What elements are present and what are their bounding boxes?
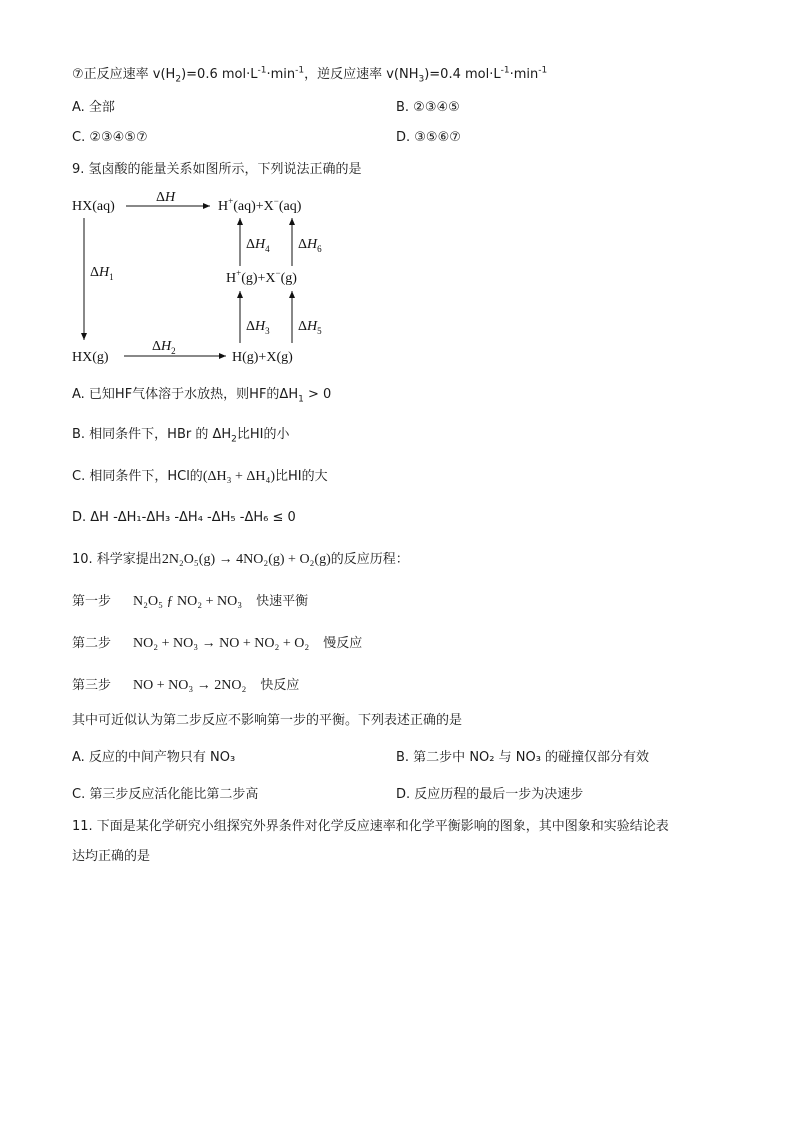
- q11-stem-line2: 达均正确的是: [72, 849, 151, 864]
- h-x-g-label: H(g)+X(g): [232, 350, 293, 365]
- q10-step2: 第二步 NO₂ + NO₃ → NO + NO₂ + O₂ 慢反应: [72, 636, 363, 651]
- dH-label: ΔH: [156, 190, 176, 205]
- h-x-aq-label: H+(aq)+X−(aq): [218, 196, 302, 214]
- dH4-label: $\Delta H_4$: [246, 237, 270, 254]
- item-7: ⑦正反应速率 $v(H_2)=0.6$ $mol\cdot L^{-1}\cdot\min^{-1}$，逆反应速率 $v(NH_3)=0.4$ $mol\cdot L^{-1}\cdot\min^{-1}$: [72, 65, 548, 85]
- dH2-label: $\Delta H_2$: [152, 339, 176, 356]
- q10-step1: 第一步 N₂O₅ ƒ NO₂ + NO₃ 快速平衡: [72, 594, 309, 609]
- q8-option-c: C. ②③④⑤⑦: [72, 130, 148, 145]
- q10-step3: 第三步 NO + NO₃ → 2NO₂ 快反应: [72, 678, 300, 693]
- item-7-marker: ⑦: [72, 67, 84, 82]
- q10-option-c: C. 第三步反应活化能比第二步高: [72, 787, 259, 802]
- dH1-label: $\Delta H_1$: [90, 265, 114, 282]
- q9-option-a: A. 已知HF气体溶于水放热，则HF的$\Delta H_1 > 0$: [72, 387, 332, 405]
- hx-aq-label: HX(aq): [72, 199, 115, 214]
- h-x-ions-g-label: H+(g)+X−(g): [226, 268, 297, 286]
- q11-stem-line1: 11. 下面是某化学研究小组探究外界条件对化学反应速率和化学平衡影响的图象，其中图象和实验结论表: [72, 819, 669, 834]
- q10-option-d: D. 反应历程的最后一步为决速步: [396, 787, 584, 802]
- q8-option-b: B. ②③④⑤: [396, 100, 460, 115]
- hx-g-label: HX(g): [72, 350, 109, 365]
- energy-diagram: [70, 188, 340, 373]
- dH3-label: $\Delta H_3$: [246, 319, 270, 336]
- dH6-label: $\Delta H_6$: [298, 237, 322, 254]
- dH5-label: $\Delta H_5$: [298, 319, 322, 336]
- q8-option-a: A. 全部: [72, 100, 115, 115]
- q9-option-b: B. 相同条件下，HBr 的 $\Delta H_2$比HI的小: [72, 427, 290, 445]
- q8-option-d: D. ③⑤⑥⑦: [396, 130, 461, 145]
- q10-stem: 10. 科学家提出2N₂O₅(g) → 4NO₂(g) + O₂(g)的反应历程：: [72, 552, 409, 567]
- q10-note: 其中可近似认为第二步反应不影响第一步的平衡。下列表述正确的是: [72, 713, 463, 728]
- q10-option-b: B. 第二步中 NO₂ 与 NO₃ 的碰撞仅部分有效: [396, 750, 650, 765]
- q9-option-c: C. 相同条件下，HCl的(ΔH₃ + ΔH₄)比HI的大: [72, 469, 328, 484]
- q9-stem: 9. 氢卤酸的能量关系如图所示，下列说法正确的是: [72, 162, 362, 177]
- q10-option-a: A. 反应的中间产物只有 NO₃: [72, 750, 236, 765]
- q9-option-d: D. ΔH -ΔH₁-ΔH₃ -ΔH₄ -ΔH₅ -ΔH₆ ≤ 0: [72, 510, 296, 525]
